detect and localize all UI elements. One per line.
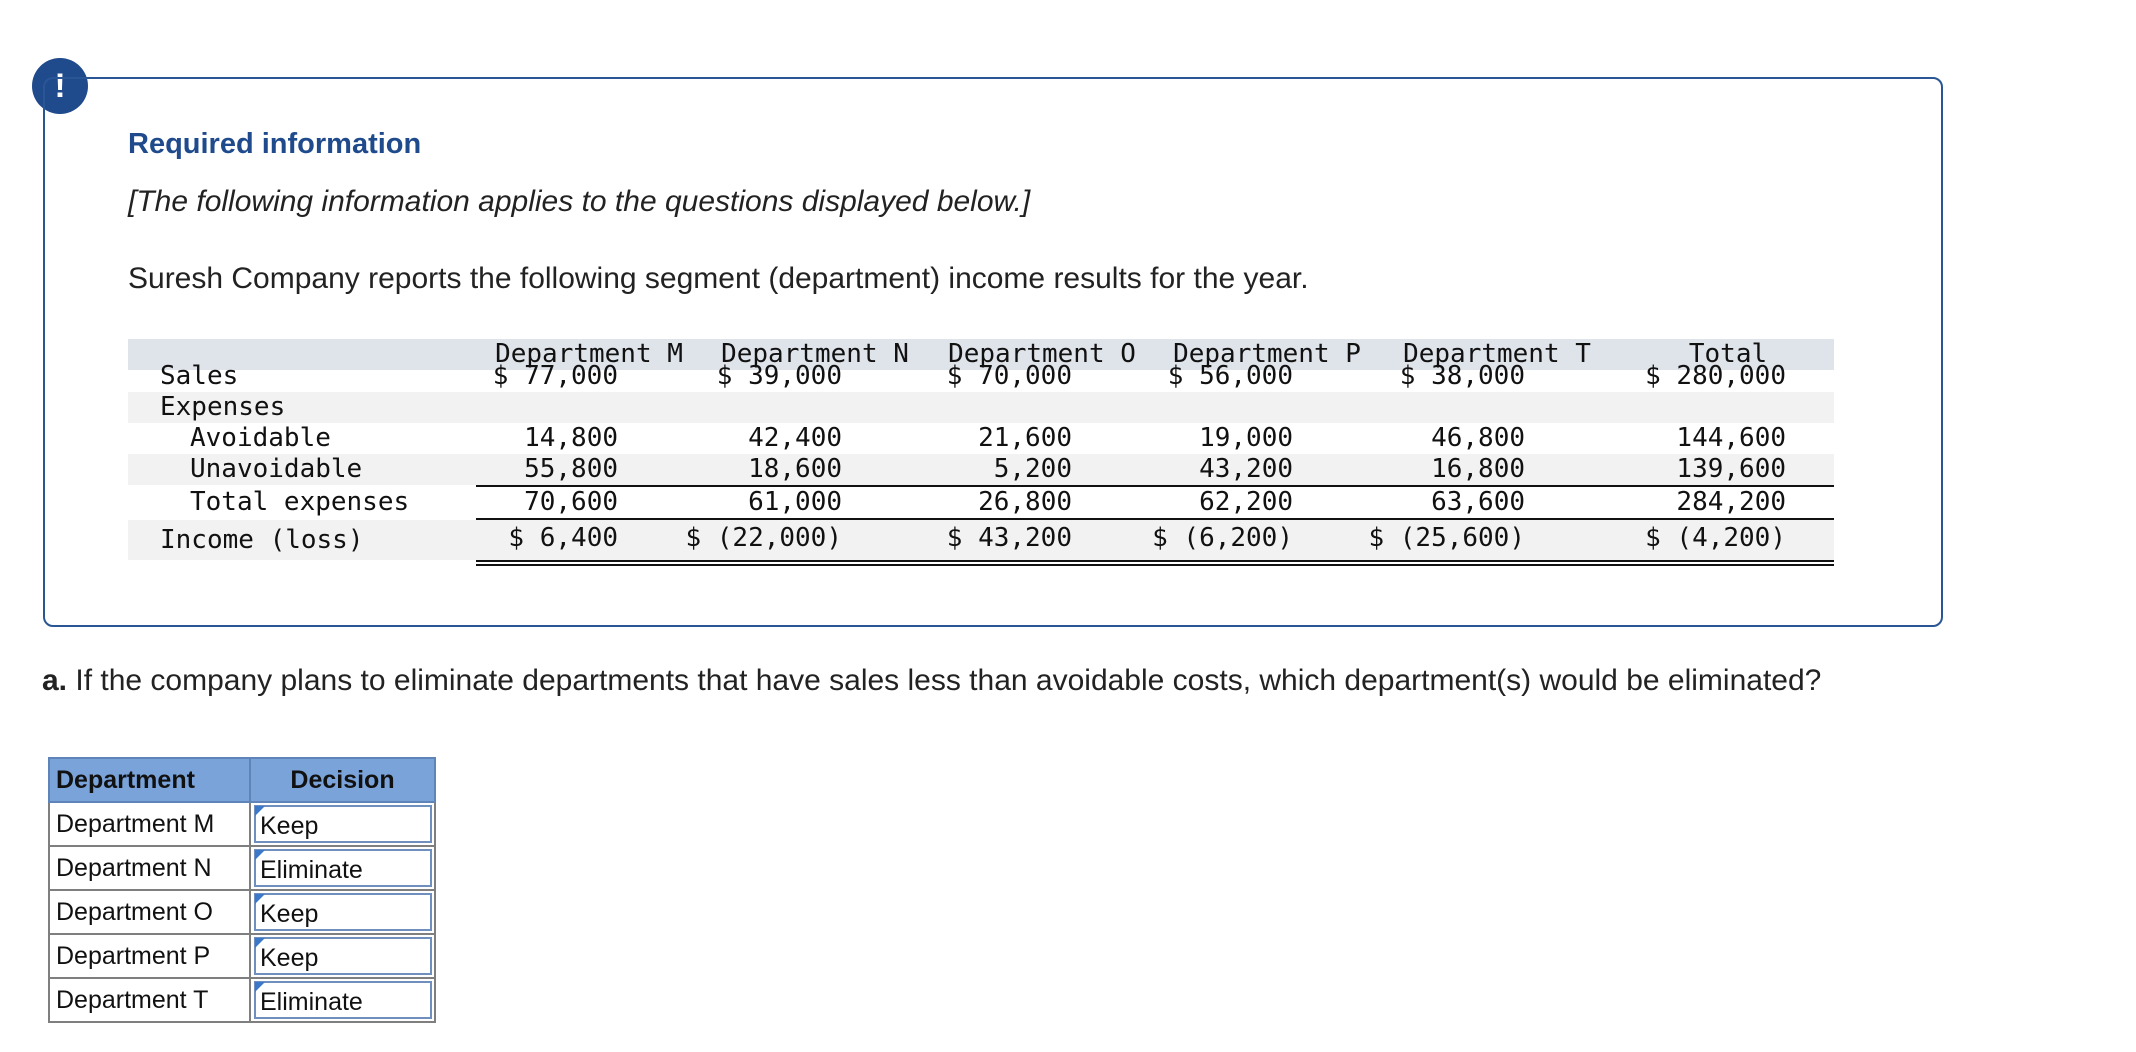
cell: 19,000 (1199, 423, 1293, 453)
decision-cell (250, 846, 435, 890)
required-info-title: Required information (128, 128, 422, 160)
header-dept-t: Department T (1403, 339, 1591, 369)
row-avoidable (128, 423, 1834, 454)
department-name: Department T (49, 978, 250, 1022)
cell: $ (4,200) (1645, 523, 1786, 553)
cell: $ 280,000 (1645, 361, 1786, 391)
cell: 5,200 (993, 454, 1072, 484)
cell: 14,800 (524, 423, 618, 453)
row-sales (128, 361, 1834, 392)
table-row (49, 890, 435, 934)
cell: 18,600 (748, 454, 842, 484)
row-label: Total expenses (190, 487, 410, 517)
decision-cell (250, 802, 435, 846)
table-row (49, 802, 435, 846)
decision-cell (250, 978, 435, 1022)
row-label: Sales (160, 361, 239, 391)
applies-note: [The following information applies to the questions displayed below.] (128, 185, 1031, 218)
department-name: Department P (49, 934, 250, 978)
cell: 21,600 (978, 423, 1072, 453)
decision-dropdown[interactable]: Eliminate (254, 981, 432, 1019)
header-total: Total (1688, 339, 1768, 369)
decision-dropdown[interactable]: Eliminate (254, 849, 432, 887)
decision-cell (250, 934, 435, 978)
cell: $ 77,000 (492, 361, 618, 391)
cell: 61,000 (748, 487, 842, 517)
cell: 42,400 (748, 423, 842, 453)
department-name: Department O (49, 890, 250, 934)
decision-cell (250, 890, 435, 934)
segment-income-table (128, 339, 1834, 566)
row-label: Avoidable (190, 423, 331, 453)
cell: 26,800 (978, 487, 1072, 517)
row-label: Income (loss) (160, 525, 364, 555)
grand-total-double-rule (476, 560, 1834, 566)
header-dept-m: Department M (495, 339, 683, 369)
question-prefix: a. (42, 664, 68, 697)
question-a (42, 664, 1821, 698)
cell: 144,600 (1676, 423, 1786, 453)
cell: 43,200 (1199, 454, 1293, 484)
cell: $ 6,400 (508, 523, 618, 553)
cell: 139,600 (1676, 454, 1786, 484)
cell: $ 56,000 (1167, 361, 1293, 391)
department-column-header: Department (49, 758, 250, 802)
cell: $ (25,600) (1368, 523, 1525, 553)
intro-text: Suresh Company reports the following segment (department) income results for the year. (128, 262, 1309, 295)
cell: $ (22,000) (685, 523, 842, 553)
cell: $ (6,200) (1152, 523, 1293, 553)
table-row (49, 978, 435, 1022)
cell: $ 43,200 (946, 523, 1072, 553)
row-expenses (128, 392, 1834, 423)
cell: 16,800 (1431, 454, 1525, 484)
row-income (128, 520, 1834, 560)
cell: 63,600 (1431, 487, 1525, 517)
row-unavoidable (128, 454, 1834, 485)
department-name: Department N (49, 846, 250, 890)
row-label: Unavoidable (190, 454, 363, 484)
cell: 46,800 (1431, 423, 1525, 453)
table-row (49, 934, 435, 978)
row-label: Expenses (160, 392, 286, 422)
cell: $ 39,000 (716, 361, 842, 391)
decision-dropdown[interactable]: Keep (254, 893, 432, 931)
cell: 62,200 (1199, 487, 1293, 517)
cell: 284,200 (1676, 487, 1786, 517)
decision-dropdown[interactable]: Keep (254, 805, 432, 843)
cell: $ 38,000 (1399, 361, 1525, 391)
decision-table (48, 757, 436, 1023)
question-text: If the company plans to eliminate departments that have sales less than avoidable costs, which department(s) would be eliminated? (67, 664, 1822, 697)
decision-dropdown[interactable]: Keep (254, 937, 432, 975)
row-total-expenses (128, 487, 1834, 518)
decision-header-row (49, 758, 435, 802)
department-name: Department M (49, 802, 250, 846)
cell: 55,800 (524, 454, 618, 484)
header-dept-n: Department N (721, 339, 909, 369)
table-row (49, 846, 435, 890)
cell: 70,600 (524, 487, 618, 517)
header-dept-o: Department O (948, 339, 1136, 369)
decision-column-header: Decision (250, 758, 435, 802)
alert-icon: ! (32, 58, 88, 114)
header-dept-p: Department P (1173, 339, 1361, 369)
cell: $ 70,000 (946, 361, 1072, 391)
